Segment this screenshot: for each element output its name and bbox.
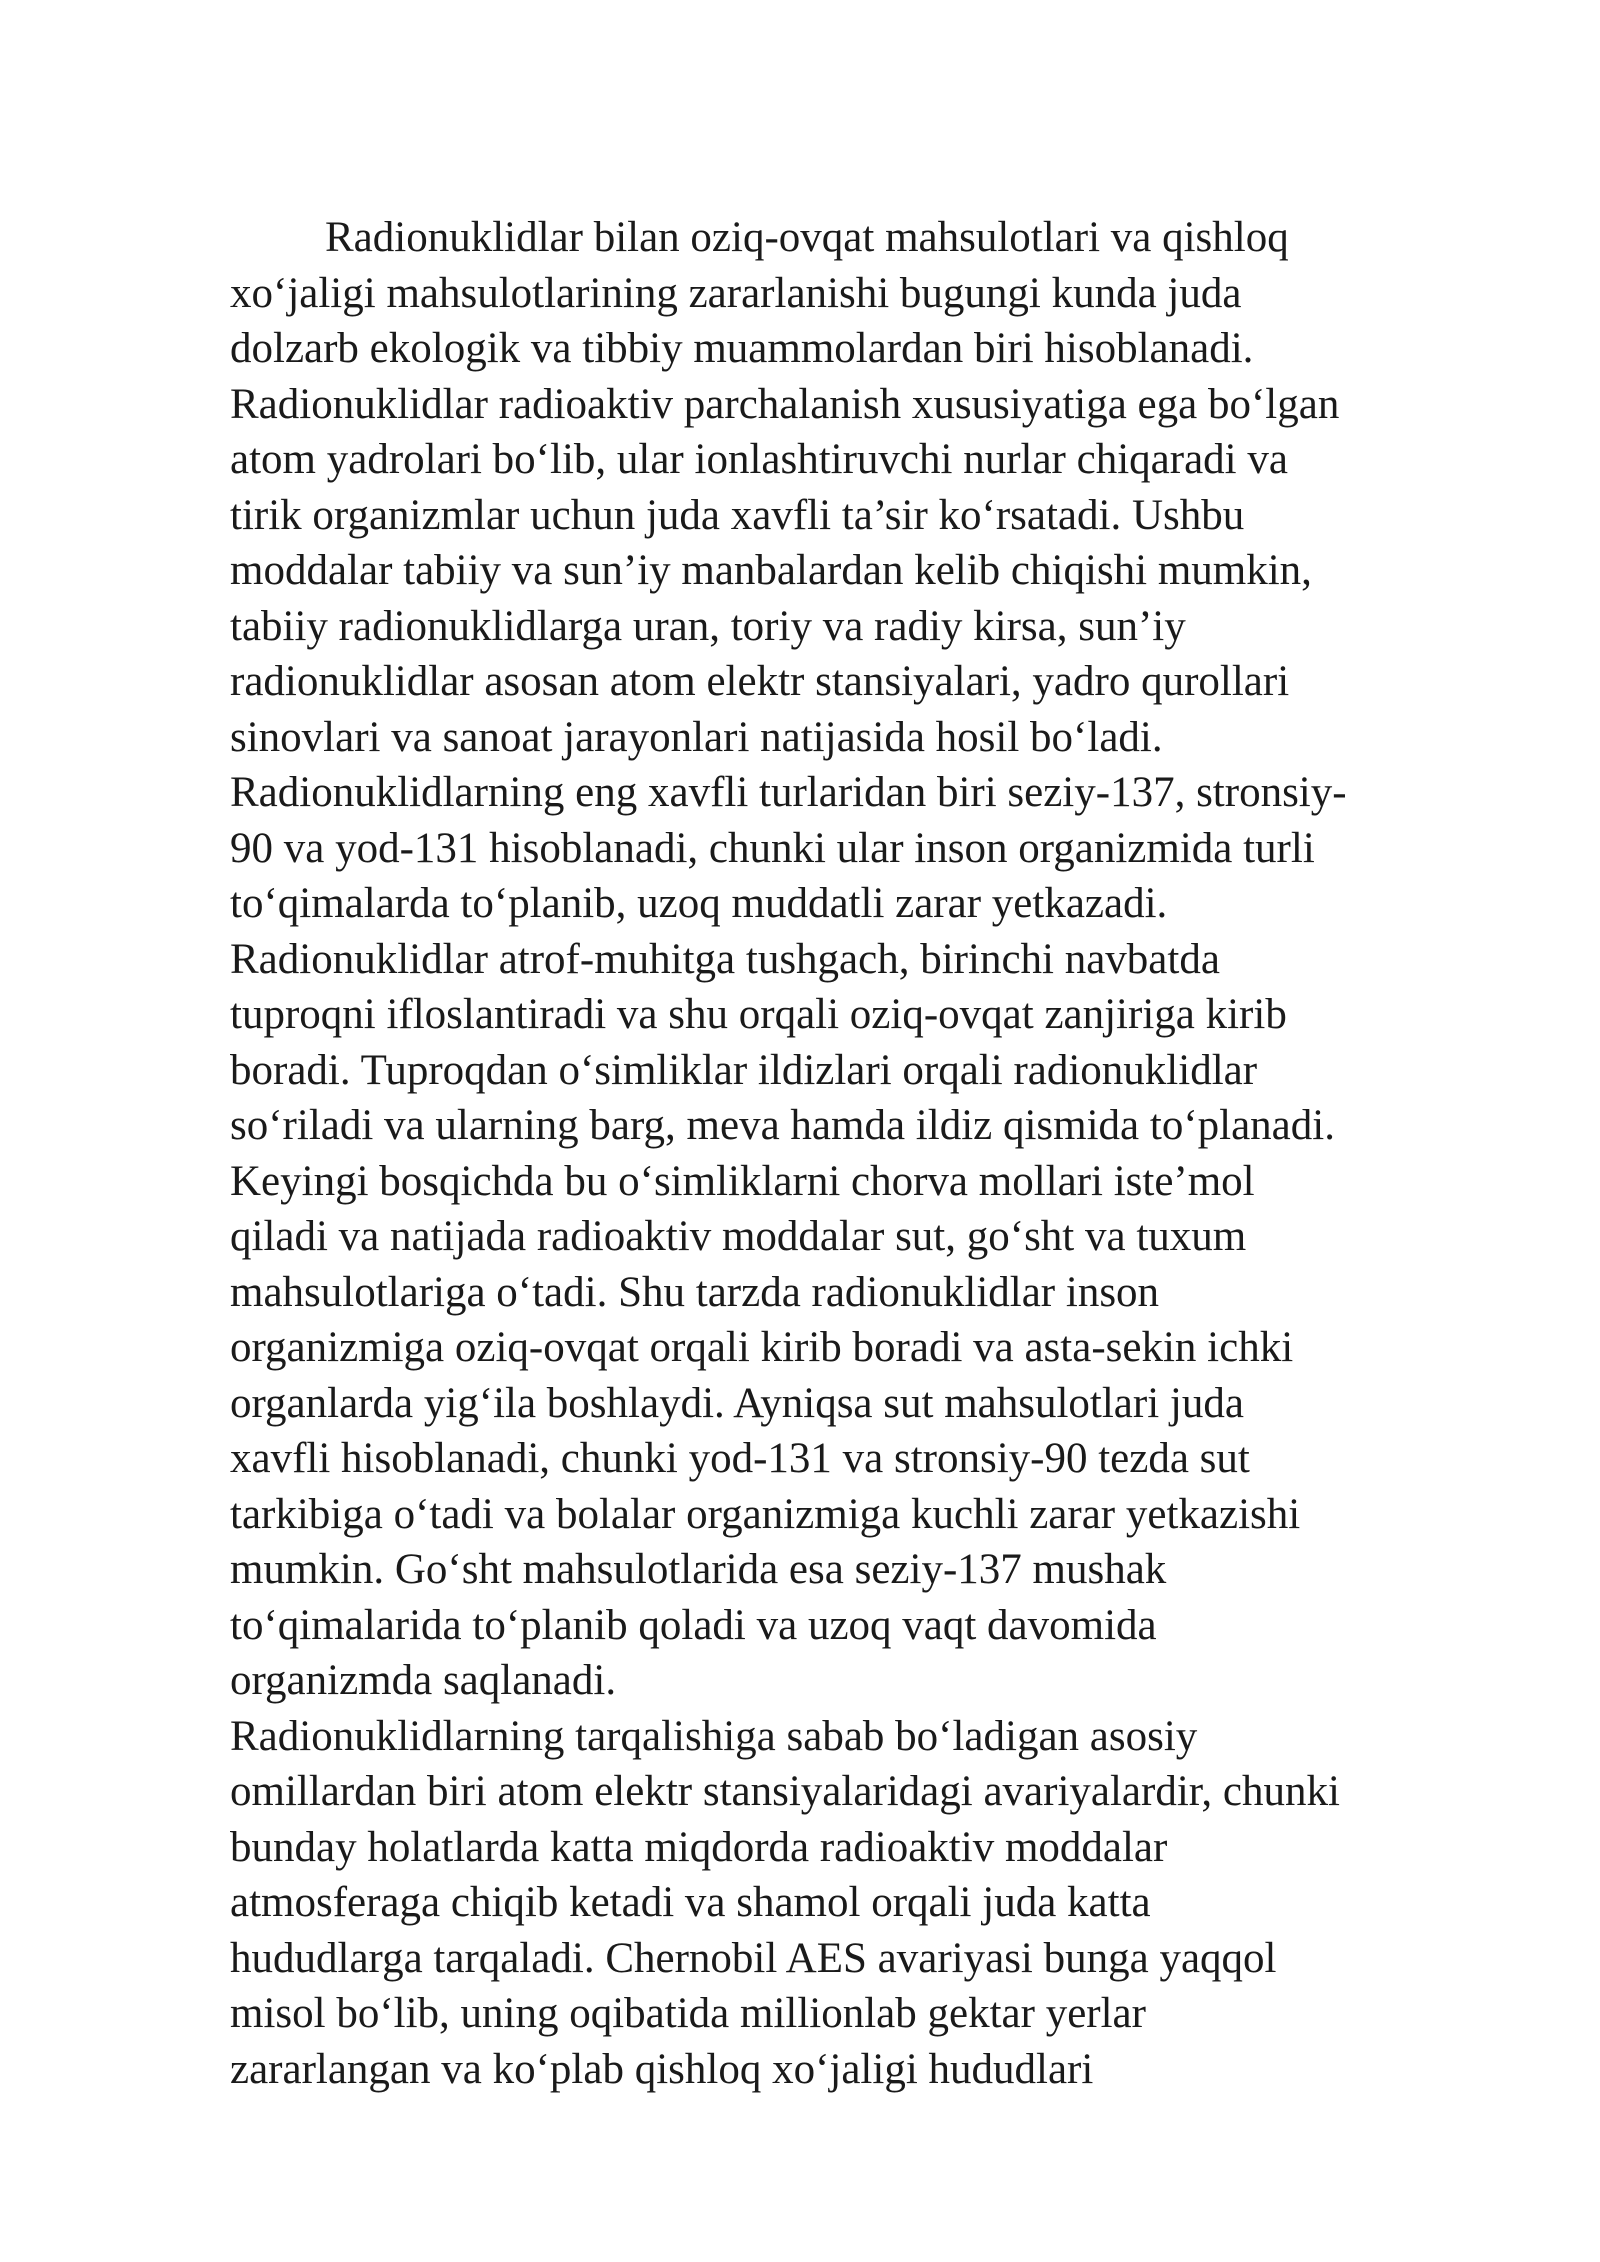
text-line: xo‘jaligi mahsulotlarining zararlanishi bugungi kunda juda — [230, 269, 1242, 317]
text-line: atmosferaga chiqib ketadi va shamol orqali juda katta — [230, 1879, 1151, 1926]
text-line: sinovlari va sanoat jarayonlari natijasida hosil bo‘ladi. — [230, 713, 1163, 761]
text-line: mahsulotlariga o‘tadi. Shu tarzda radionuklidlar inson — [230, 1268, 1160, 1316]
text-line: so‘riladi va ularning barg, meva hamda ildiz qismida to‘planadi. — [230, 1102, 1335, 1149]
text-line: zararlangan va ko‘plab qishloq xo‘jaligi hududlari — [230, 2045, 1094, 2093]
text-line: xavfli hisoblanadi, chunki yod-131 va stronsiy-90 tezda sut — [230, 1435, 1250, 1482]
text-line: organlarda yig‘ila boshlaydi. Ayniqsa sut mahsulotlari juda — [230, 1379, 1244, 1427]
text-line: Radionuklidlar atrof-muhitga tushgach, birinchi navbatda — [230, 935, 1220, 983]
text-line: Keyingi bosqichda bu o‘simliklarni chorva mollari iste’mol — [230, 1157, 1255, 1205]
text-line: qiladi va natijada radioaktiv moddalar sut, go‘sht va tuxum — [230, 1213, 1247, 1260]
text-line: organizmda saqlanadi. — [230, 1657, 617, 1704]
text-line: tabiiy radionuklidlarga uran, toriy va radiy kirsa, sun’iy — [230, 602, 1186, 650]
text-line: bunday holatlarda katta miqdorda radioaktiv moddalar — [230, 1823, 1168, 1871]
text-line: misol bo‘lib, uning oqibatida millionlab gektar yerlar — [230, 1990, 1146, 2037]
text-line: Radionuklidlarning tarqalishiga sabab bo‘ladigan asosiy — [230, 1712, 1198, 1760]
text-line: hududlarga tarqaladi. Chernobil AES avariyasi bunga yaqqol — [230, 1934, 1277, 1982]
text-line: Radionuklidlar radioaktiv parchalanish xususiyatiga ega bo‘lgan — [230, 380, 1340, 428]
text-line: tirik organizmlar uchun juda xavfli ta’sir ko‘rsatadi. Ushbu — [230, 491, 1245, 539]
text-line: omillardan biri atom elektr stansiyalaridagi avariyalardir, chunki — [230, 1768, 1340, 1815]
text-line: boradi. Tuproqdan o‘simliklar ildizlari orqali radionuklidlar — [230, 1046, 1258, 1094]
text-line: Radionuklidlar bilan oziq-ovqat mahsulotlari va qishloq — [325, 214, 1289, 261]
text-line: 90 va yod-131 hisoblanadi, chunki ular inson organizmida turli — [230, 824, 1315, 872]
text-line: to‘qimalarida to‘planib qoladi va uzoq vaqt davomida — [230, 1601, 1157, 1649]
text-line: radionuklidlar asosan atom elektr stansiyalari, yadro qurollari — [230, 658, 1290, 705]
text-line: atom yadrolari bo‘lib, ular ionlashtiruvchi nurlar chiqaradi va — [230, 436, 1288, 483]
text-line: mumkin. Go‘sht mahsulotlarida esa seziy-137 mushak — [230, 1546, 1167, 1593]
text-line: Radionuklidlarning eng xavfli turlaridan biri seziy-137, stronsiy- — [230, 769, 1347, 816]
text-line: to‘qimalarda to‘planib, uzoq muddatli zarar yetkazadi. — [230, 880, 1168, 927]
text-line: tuproqni ifloslantiradi va shu orqali oziq-ovqat zanjiriga kirib — [230, 991, 1287, 1038]
text-line: dolzarb ekologik va tibbiy muammolardan biri hisoblanadi. — [230, 325, 1254, 372]
text-line: moddalar tabiiy va sun’iy manbalardan kelib chiqishi mumkin, — [230, 547, 1312, 594]
body-text — [230, 210, 1530, 2097]
text-line: organizmiga oziq-ovqat orqali kirib boradi va asta-sekin ichki — [230, 1324, 1294, 1371]
text-line: tarkibiga o‘tadi va bolalar organizmiga kuchli zarar yetkazishi — [230, 1490, 1301, 1538]
